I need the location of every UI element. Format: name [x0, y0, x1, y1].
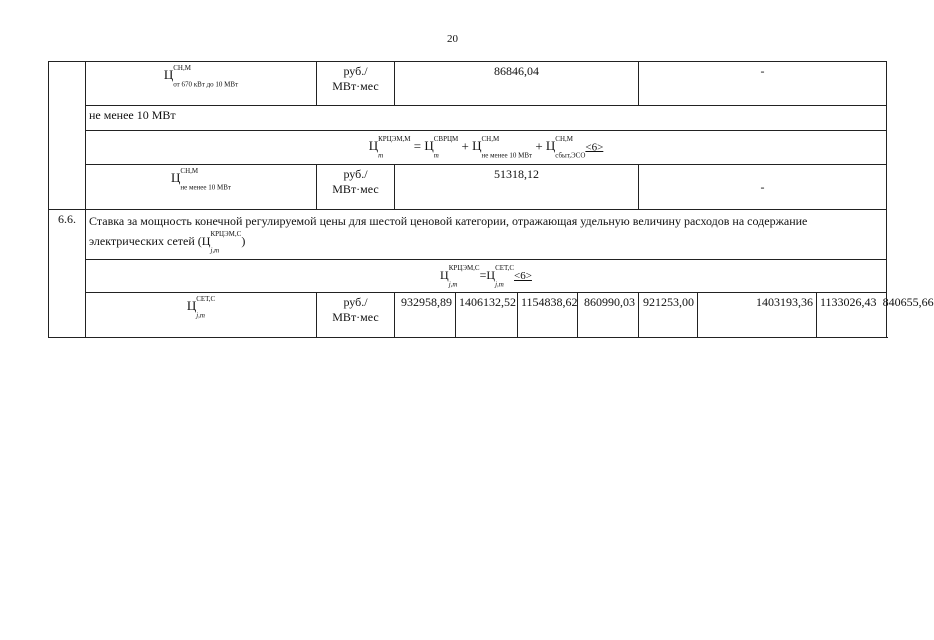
section-description-cell: [86, 210, 887, 260]
formula-lhs: $Ц^{КРЦЭМ,М}$ $_m$: [368, 135, 411, 160]
footnote-reference: <6>: [585, 141, 604, 154]
table-row: [49, 131, 887, 165]
value: 86846,04: [494, 64, 539, 78]
price-symbol-cell: [86, 293, 317, 338]
table-row: [49, 106, 887, 131]
plus-sign: +: [532, 138, 546, 154]
unit-line2: МВт·мес: [332, 310, 379, 324]
value: 51318,12: [494, 167, 539, 181]
page-number: 20: [447, 33, 458, 45]
table-row: [49, 62, 887, 106]
dash: -: [760, 179, 765, 194]
table-row: [49, 210, 887, 260]
symbol-subscript: j,m: [196, 311, 205, 320]
section-number-cell-empty: [49, 62, 86, 210]
equals-sign: =: [410, 138, 425, 154]
section-number: 6.6.: [58, 212, 76, 226]
table-row: [49, 165, 887, 210]
formula-term2: $Ц^{СН,М}$ $_{не менее 10 МВт}$: [472, 135, 533, 160]
symbol-superscript: СН,М: [173, 64, 191, 72]
price-symbol: Ц: [163, 66, 174, 82]
value-cell-7: 1133026,43 840655,66: [817, 293, 887, 338]
formula-term1: $Ц^{СВРЦМ}$ $_m$: [424, 135, 459, 160]
section-symbol: $Ц^{КРЦЭМ,С}$ $_{j,m}$: [201, 230, 242, 255]
tariff-table: [48, 61, 934, 338]
value-8: 840655,66: [882, 295, 934, 309]
dash-cell: [639, 165, 887, 210]
value-cell-5: 921253,00: [639, 293, 698, 338]
table-row: [49, 260, 887, 293]
symbol-superscript: СН,М: [180, 167, 199, 175]
unit-cell: [317, 293, 395, 338]
closing-paren: ): [241, 233, 246, 248]
formula-cell: [86, 260, 887, 293]
value-cell-2: 1406132,52: [456, 293, 518, 338]
value-cell-4: 860990,03: [578, 293, 639, 338]
plus-sign: +: [458, 138, 473, 154]
formula-lhs: $Ц^{КРЦЭМ,С}$ $_{j,m}$: [440, 263, 480, 289]
price-symbol-cell: [86, 62, 317, 106]
category-label-cell: [86, 106, 887, 131]
formula-rhs: $Ц^{СЕТ,С}$ $_{j,m}$: [486, 263, 515, 289]
symbol-subscript: не менее 10 МВт: [180, 183, 231, 192]
value-cell: [395, 165, 639, 210]
symbol-superscript: СЕТ,С: [196, 295, 216, 303]
value-cell-6: 1403193,36: [698, 293, 817, 338]
price-symbol: Ц: [186, 297, 197, 313]
symbol-subscript: от 670 кВт до 10 МВт: [173, 80, 239, 89]
footnote-reference: <6>: [514, 269, 532, 282]
unit-line1: руб./: [343, 167, 368, 181]
unit-line1: руб./: [343, 64, 368, 78]
category-label: не менее 10 МВт: [89, 108, 176, 122]
unit-line1: руб./: [343, 295, 368, 309]
section-number-cell: [49, 210, 86, 338]
unit-cell: [317, 165, 395, 210]
price-symbol: Ц: [171, 169, 181, 185]
unit-line2: МВт·мес: [332, 182, 379, 196]
value-cell-3: 1154838,62: [518, 293, 578, 338]
formula-term3: $Ц^{СН,М}$ $_{сбыт,ЭСО}$: [545, 135, 586, 160]
dash-cell: [639, 62, 887, 106]
dash: -: [760, 64, 765, 78]
formula-cell: [86, 131, 887, 165]
unit-line2: МВт·мес: [332, 79, 379, 93]
equals-sign: =: [479, 267, 487, 282]
table-row: [49, 293, 887, 338]
value-cell: [395, 62, 639, 106]
price-symbol-cell: [86, 165, 317, 210]
section-description: Ставка за мощность конечной регулируемой цены для шестой ценовой категории, отражающая удельную величину расходов на содержание электрических сетей (: [89, 214, 808, 248]
value-cell-1: 932958,89: [395, 293, 456, 338]
unit-cell: [317, 62, 395, 106]
